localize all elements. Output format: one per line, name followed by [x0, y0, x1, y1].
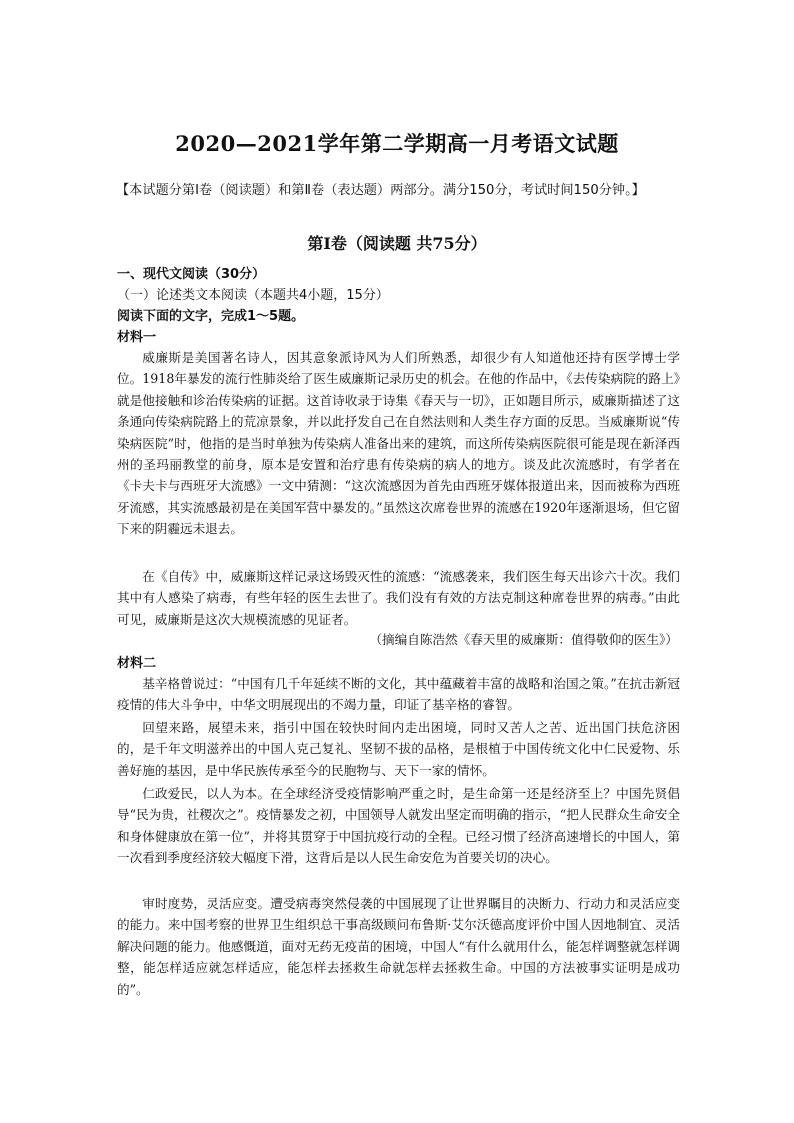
- material1-paragraph: 在《自传》中，威廉斯这样记录这场毁灭性的流感：“流感袭来，我们医生每天出诊六十次。我们其中有人感染了病毒，有些年轻的医生去世了。我们没有有效的方法克制这种席卷世界的病毒。”由此可见，威廉斯是这次大规模流感的见证者。: [117, 569, 680, 627]
- part1-heading: 一、现代文阅读（30分）: [117, 267, 266, 282]
- material1-source: （摘编自陈浩然《春天里的威廉斯：值得敬仰的医生》）: [369, 632, 678, 647]
- material2-paragraph: 回望来路，展望未来，指引中国在较快时间内走出困境，同时又苦人之苦、近出国门扶危济困的，是千年文明滋养出的中国人克己复礼、坚韧不拔的品格，是根植于中国传统文化中仁民爱物、乐善好施的基因，是中华民族传承至今的民胞物与、天下一家的情怀。: [117, 720, 680, 778]
- material2-paragraph: 审时度势，灵活应变。遭受病毒突然侵袭的中国展现了让世界瞩目的决断力、行动力和灵活应变的能力。来中国考察的世界卫生组织总干事高级顾问布鲁斯·艾尔沃德高度评价中国人因地制宜、灵活解决问题的能力。他感慨道，面对无药无疫苗的困境，中国人“有什么就用什么，能怎样调整就怎样调整，能怎样适应就怎样适应，能怎样去拯救生命就怎样去拯救生命。中国的方法被事实证明是成功的”。: [117, 896, 680, 997]
- material1-label: 材料一: [117, 330, 157, 345]
- material2-paragraph: 基辛格曾说过：“中国有几千年延续不断的文化，其中蕴藏着丰富的战略和治国之策。”在抗击新冠疫情的伟大斗争中，中华文明展现出的不竭力量，印证了基辛格的睿智。: [117, 676, 680, 713]
- page-title: 2020—2021学年第二学期高一月考语文试题: [175, 131, 619, 156]
- reading-instruction: 阅读下面的文字，完成1～5题。: [117, 309, 305, 324]
- section-title: 第Ⅰ卷（阅读题 共75分）: [307, 234, 487, 253]
- material1-paragraph: 威廉斯是美国著名诗人，因其意象派诗风为人们所熟悉，却很少有人知道他还持有医学博士学位。1918年暴发的流行性肺炎给了医生威廉斯记录历史的机会。在他的作品中，《去传染病院的路上》就是他接触和诊治传染病的证据。这首诗收录于诗集《春天与一切》，正如题目所示，威廉斯描述了这条通向传染病院路上的荒凉景象，并以此抒发自己在自然法则和人类生存方面的反思。当威廉斯说“传染病医院”时，他指的是当时单独为传染病人准备出来的建筑，而这所传染病医院很可能是现在新泽西州的圣玛丽教堂的前身，原本是安置和治疗患有传染病的病人的地方。谈及此次流感时，有学者在《卡夫卡与西班牙大流感》一文中猜测：“这次流感因为首先由西班牙媒体报道出来，因而被称为西班牙流感，其实流感最初是在美国军营中暴发的。”虽然这次席卷世界的流感在1920年逐渐退场，但它留下来的阴霾远未退去。: [117, 350, 680, 537]
- sub-heading: （一）论述类文本阅读（本题共4小题，15分）: [117, 288, 389, 303]
- material2-label: 材料二: [117, 656, 157, 671]
- material2-paragraph: 仁政爱民，以人为本。在全球经济受疫情影响严重之时，是生命第一还是经济至上？中国先贤倡导“民为贵，社稷次之”。疫情暴发之初，中国领导人就发出坚定而明确的指示，“把人民群众生命安全和身体健康放在第一位”，并将其贯穿于中国抗疫行动的全程。已经习惯了经济高速增长的中国人，第一次看到季度经济较大幅度下滑，这背后是以人民生命安危为首要关切的决心。: [117, 786, 680, 866]
- exam-instructions: 【本试题分第Ⅰ卷（阅读题）和第Ⅱ卷（表达题）两部分。满分150分，考试时间150分钟。】: [116, 183, 645, 198]
